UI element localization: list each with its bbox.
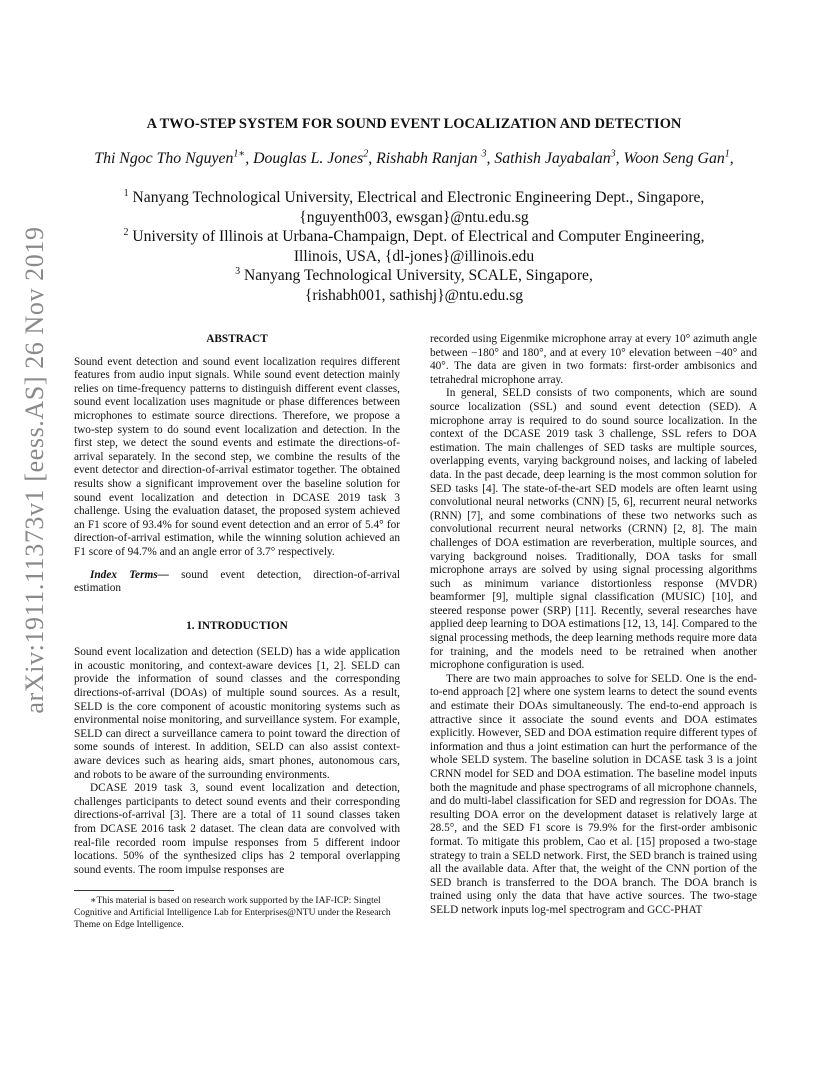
introduction-heading: 1. INTRODUCTION [186,619,288,632]
author-separator: , [729,150,734,167]
affiliation-mark: 1 [123,187,129,199]
index-terms-label: Index Terms— [90,568,169,581]
author-separator: , [245,150,254,167]
affiliation-text: Nanyang Technological University, Electrical and Electronic Engineering Dept., Singapore, [132,189,705,206]
footnote: ∗This material is based on research work supported by the IAF-ICP: Singtel Cognitive and Artificial Intelligence Lab for Enterprises@NTU under the Research Theme on Edge Intelligence. [74,896,391,930]
right-column [430,333,757,918]
body-paragraph: In general, SELD consists of two components, which are sound source localization (SSL) and sound event detection (SED). A microphone array is required to do sound source localization. In the context of the DCASE 2019 task 3 challenge, SSL refers to DOA estimation. The main challenges of SED tasks are multiple sources, overlapping events, varying background noises, and lacking of labeled data. In the past decade, deep learning is the most common solution for SED tasks [4]. The state-of-the-art SED models are often learnt using convolutional neural networks (CNN) [5, 6], recurrent neural networks (RNN) [7], and some combinations of these two networks such as convolutional recurrent neural networks (CRNN) [2, 8]. The main challenges of DOA estimation are reverberation, multiple sources, and varying background noises. Traditionally, DOA tasks for small microphone arrays are solved by using signal processing algorithms such as minimum variance distortionless response (MVDR) beamformer [9], multiple signal classification (MUSIC) [10], and steered response power (SRP) [11]. Recently, several researches have applied deep learning to DOA estimations [12, 13, 14]. Compared to the signal processing methods, the deep learning methods require more data for training, and the models need to be retrained when another microphone configuration is used. [430,387,757,672]
author-name: Douglas L. Jones [253,150,364,167]
affiliation-line [0,188,828,208]
affiliation-mark: 2 [123,226,129,238]
author-affil-mark: 1 [724,148,730,160]
affiliation-email: Illinois, USA, {dl-jones}@illinois.edu [293,247,535,265]
index-terms [74,569,400,596]
author-affil-mark: 2 [363,148,369,160]
intro-paragraph: Sound event localization and detection (SELD) has a wide application in acoustic monitoring, and context-aware devices [1, 2]. SELD can provide the information of sound classes and the corresponding directions-of-arrival (DOAs) of multiple sound sources. As a result, SELD is the core component of acoustic monitoring systems such as environmental noise monitoring, and surveillance system. For example, SELD can direct a surveillance camera to point toward the direction of some sounds of interest. In addition, SELD can also assist context-aware devices such as hearing aids, smart phones, autonomous cars, and robots to be aware of the surrounding environments. [74,646,400,781]
author-separator: , [615,150,624,167]
abstract-heading: ABSTRACT [206,333,268,345]
author-separator: , [486,150,495,167]
author-separator: , [368,150,377,167]
author-name: Woon Seng Gan [623,150,725,167]
body-paragraph: There are two main approaches to solve for SELD. One is the end-to-end approach [2] where one system learns to detect the sound events and estimate their DOAs simultaneously. The end-to-end approach is attractive since it associate the sound events and DOA estimates explicitly. However, SED and DOA estimation require different types of information and thus a joint estimation can hurt the performance of the whole SELD system. The baseline solution in DCASE task 3 is a joint CRNN model for SED and DOA estimation. The baseline model inputs both the magnitude and phase spectrograms of all microphone channels, and do multi-label classification for SED and regression for DOAs. The resulting DOA error on the development dataset is relatively large at 28.5°, and the SED F1 score is 79.9% for the first-order ambisonic format. To mitigate this problem, Cao et al. [15] proposed a two-stage strategy to train a SELD network. First, the SED branch is trained using all the available data. After that, the weight of the CNN portion of the SED branch is transferred to the DOA branch. The DOA branch is trained using only the data that have active sources. The two-stage SELD network inputs log-mel spectrogram and GCC-PHAT [430,672,757,916]
affiliation-line [0,227,828,247]
author-affil-mark: 1∗ [233,148,246,160]
author-name: Thi Ngoc Tho Nguyen [94,150,234,167]
affiliation-text: Nanyang Technological University, SCALE, Singapore, [244,267,593,284]
intro-paragraph: DCASE 2019 task 3, sound event localization and detection, challenges participants to detect sound events and their corresponding directions-of-arrival [3]. There are a total of 11 sound classes taken from DCASE 2016 task 2 dataset. The clean data are convolved with real-file recorded room impulse responses from 5 different indoor locations. 50% of the synthesized clips has 2 temporal overlapping sound events. The room impulse responses are [74,782,400,876]
arxiv-sidebar-stamp [8,226,62,714]
author-affil-mark: 3 [481,148,487,160]
affiliation-block [0,188,828,305]
affiliation-mark: 3 [235,265,241,277]
author-affil-mark: 3 [610,148,616,160]
index-terms-text: sound event detection, direction-of-arrival estimation [74,568,400,595]
affiliation-text: University of Illinois at Urbana-Champaign, Dept. of Electrical and Computer Engineering, [132,228,705,245]
affiliation-email: {nguyenth003, ewsgan}@ntu.edu.sg [299,208,529,226]
author-list [0,150,828,168]
body-paragraph: recorded using Eigenmike microphone array at every 10° azimuth angle between −180° and 180°, and at every 10° elevation between −40° and 40°. The data are given in two formats: first-order ambisonics and tetrahedral microphone array. [430,333,757,386]
author-name: Rishabh Ranjan [376,150,482,167]
author-name: Sathish Jayabalan [494,150,611,167]
affiliation-email: {rishabh001, sathishj}@ntu.edu.sg [304,286,524,304]
arxiv-identifier: arXiv:1911.11373v1 [eess.AS] 26 Nov 2019 [20,226,49,714]
paper-title: A TWO-STEP SYSTEM FOR SOUND EVENT LOCALIZATION AND DETECTION [146,116,682,132]
affiliation-line [0,266,828,286]
abstract-text: Sound event detection and sound event localization requires different features from audio input signals. While sound event detection mainly relies on time-frequency patterns to distinguish different event classes, sound event localization uses magnitude or phase differences between microphones to estimate source directions. Therefore, we propose a two-step system to do sound event localization and detection. In the first step, we detect the sound events and estimate the directions-of-arrival separately. In the second step, we combine the results of the event detector and direction-of-arrival estimator together. The obtained results show a significant improvement over the baseline solution for sound event localization and detection in DCASE 2019 task 3 challenge. Using the evaluation dataset, the proposed system achieved an F1 score of 93.4% for sound event detection and an error of 5.4° for direction-of-arrival estimation, while the winning solution achieved an F1 score of 94.7% and an angle error of 3.7° respectively. [74,355,400,558]
left-column [74,333,400,932]
